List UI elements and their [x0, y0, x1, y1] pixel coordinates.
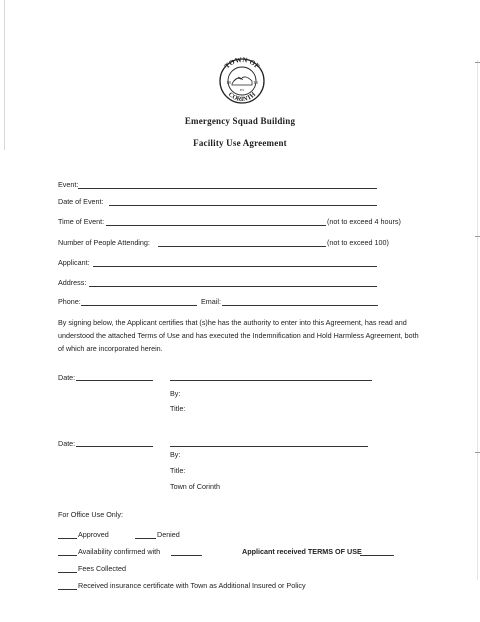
people-limit-note: (not to exceed 100) — [327, 238, 389, 247]
scan-edge-left — [4, 0, 5, 150]
people-attending-label: Number of People Attending: — [58, 238, 150, 247]
certification-paragraph: By signing below, the Applicant certifies that (s)he has the authority to enter into this Agreement, has read and understood the attached Terms of Use and has executed the Indemnification and Hold Harmless Agreement, both of which are incorporated herein. — [58, 318, 419, 353]
time-of-event-label: Time of Event: — [58, 217, 105, 226]
applicant-label: Applicant: — [58, 258, 90, 267]
email-field[interactable] — [222, 305, 378, 306]
availability-checkline[interactable] — [58, 555, 77, 556]
scan-mark — [475, 236, 480, 237]
approved-label: Approved — [78, 530, 109, 539]
availability-label: Availability confirmed with — [78, 547, 161, 556]
fees-collected-label: Fees Collected — [78, 564, 126, 573]
terms-received-field[interactable] — [360, 555, 394, 556]
document-title: Emergency Squad Building — [184, 116, 296, 126]
signature2-by-label: By: — [170, 450, 181, 459]
signature2-line[interactable] — [170, 446, 368, 447]
time-limit-note: (not to exceed 4 hours) — [327, 217, 401, 226]
signature2-entity: Town of Corinth — [170, 482, 220, 491]
availability-field[interactable] — [171, 555, 202, 556]
denied-label: Denied — [157, 530, 180, 539]
signature1-title-label: Title: — [170, 404, 186, 413]
svg-text:18: 18 — [253, 80, 258, 85]
address-label: Address: — [58, 278, 87, 287]
terms-received-label: Applicant received TERMS OF USE — [242, 547, 362, 556]
signature2-date-field[interactable] — [76, 446, 153, 447]
svg-text:CORINTH: CORINTH — [226, 91, 258, 104]
svg-text:ES: ES — [239, 88, 245, 92]
signature1-date-field[interactable] — [76, 380, 153, 381]
phone-label: Phone: — [58, 297, 81, 306]
signature1-by-label: By: — [170, 389, 181, 398]
address-field[interactable] — [89, 286, 377, 287]
office-use-heading: For Office Use Only: — [58, 510, 123, 519]
event-label: Event: — [58, 180, 79, 189]
insurance-label: Received insurance certificate with Town as Additional Insured or Policy — [78, 581, 306, 590]
scan-mark — [475, 62, 480, 63]
insurance-checkline[interactable] — [58, 589, 77, 590]
applicant-field[interactable] — [93, 266, 377, 267]
scan-mark — [475, 452, 480, 453]
approved-checkline[interactable] — [58, 538, 77, 539]
event-field[interactable] — [78, 188, 377, 189]
signature1-date-label: Date: — [58, 373, 76, 382]
date-of-event-field[interactable] — [109, 205, 377, 206]
svg-text:18: 18 — [226, 80, 231, 85]
document-subtitle: Facility Use Agreement — [193, 138, 287, 148]
phone-field[interactable] — [81, 305, 197, 306]
fees-checkline[interactable] — [58, 572, 77, 573]
time-of-event-field[interactable] — [106, 225, 326, 226]
email-label: Email: — [201, 297, 221, 306]
date-of-event-label: Date of Event: — [58, 197, 104, 206]
signature2-title-label: Title: — [170, 466, 186, 475]
denied-checkline[interactable] — [135, 538, 156, 539]
town-seal-icon — [214, 57, 270, 105]
signature1-line[interactable] — [170, 380, 372, 381]
svg-text:TOWN OF: TOWN OF — [222, 57, 262, 71]
people-attending-field[interactable] — [158, 246, 326, 247]
signature2-date-label: Date: — [58, 439, 76, 448]
